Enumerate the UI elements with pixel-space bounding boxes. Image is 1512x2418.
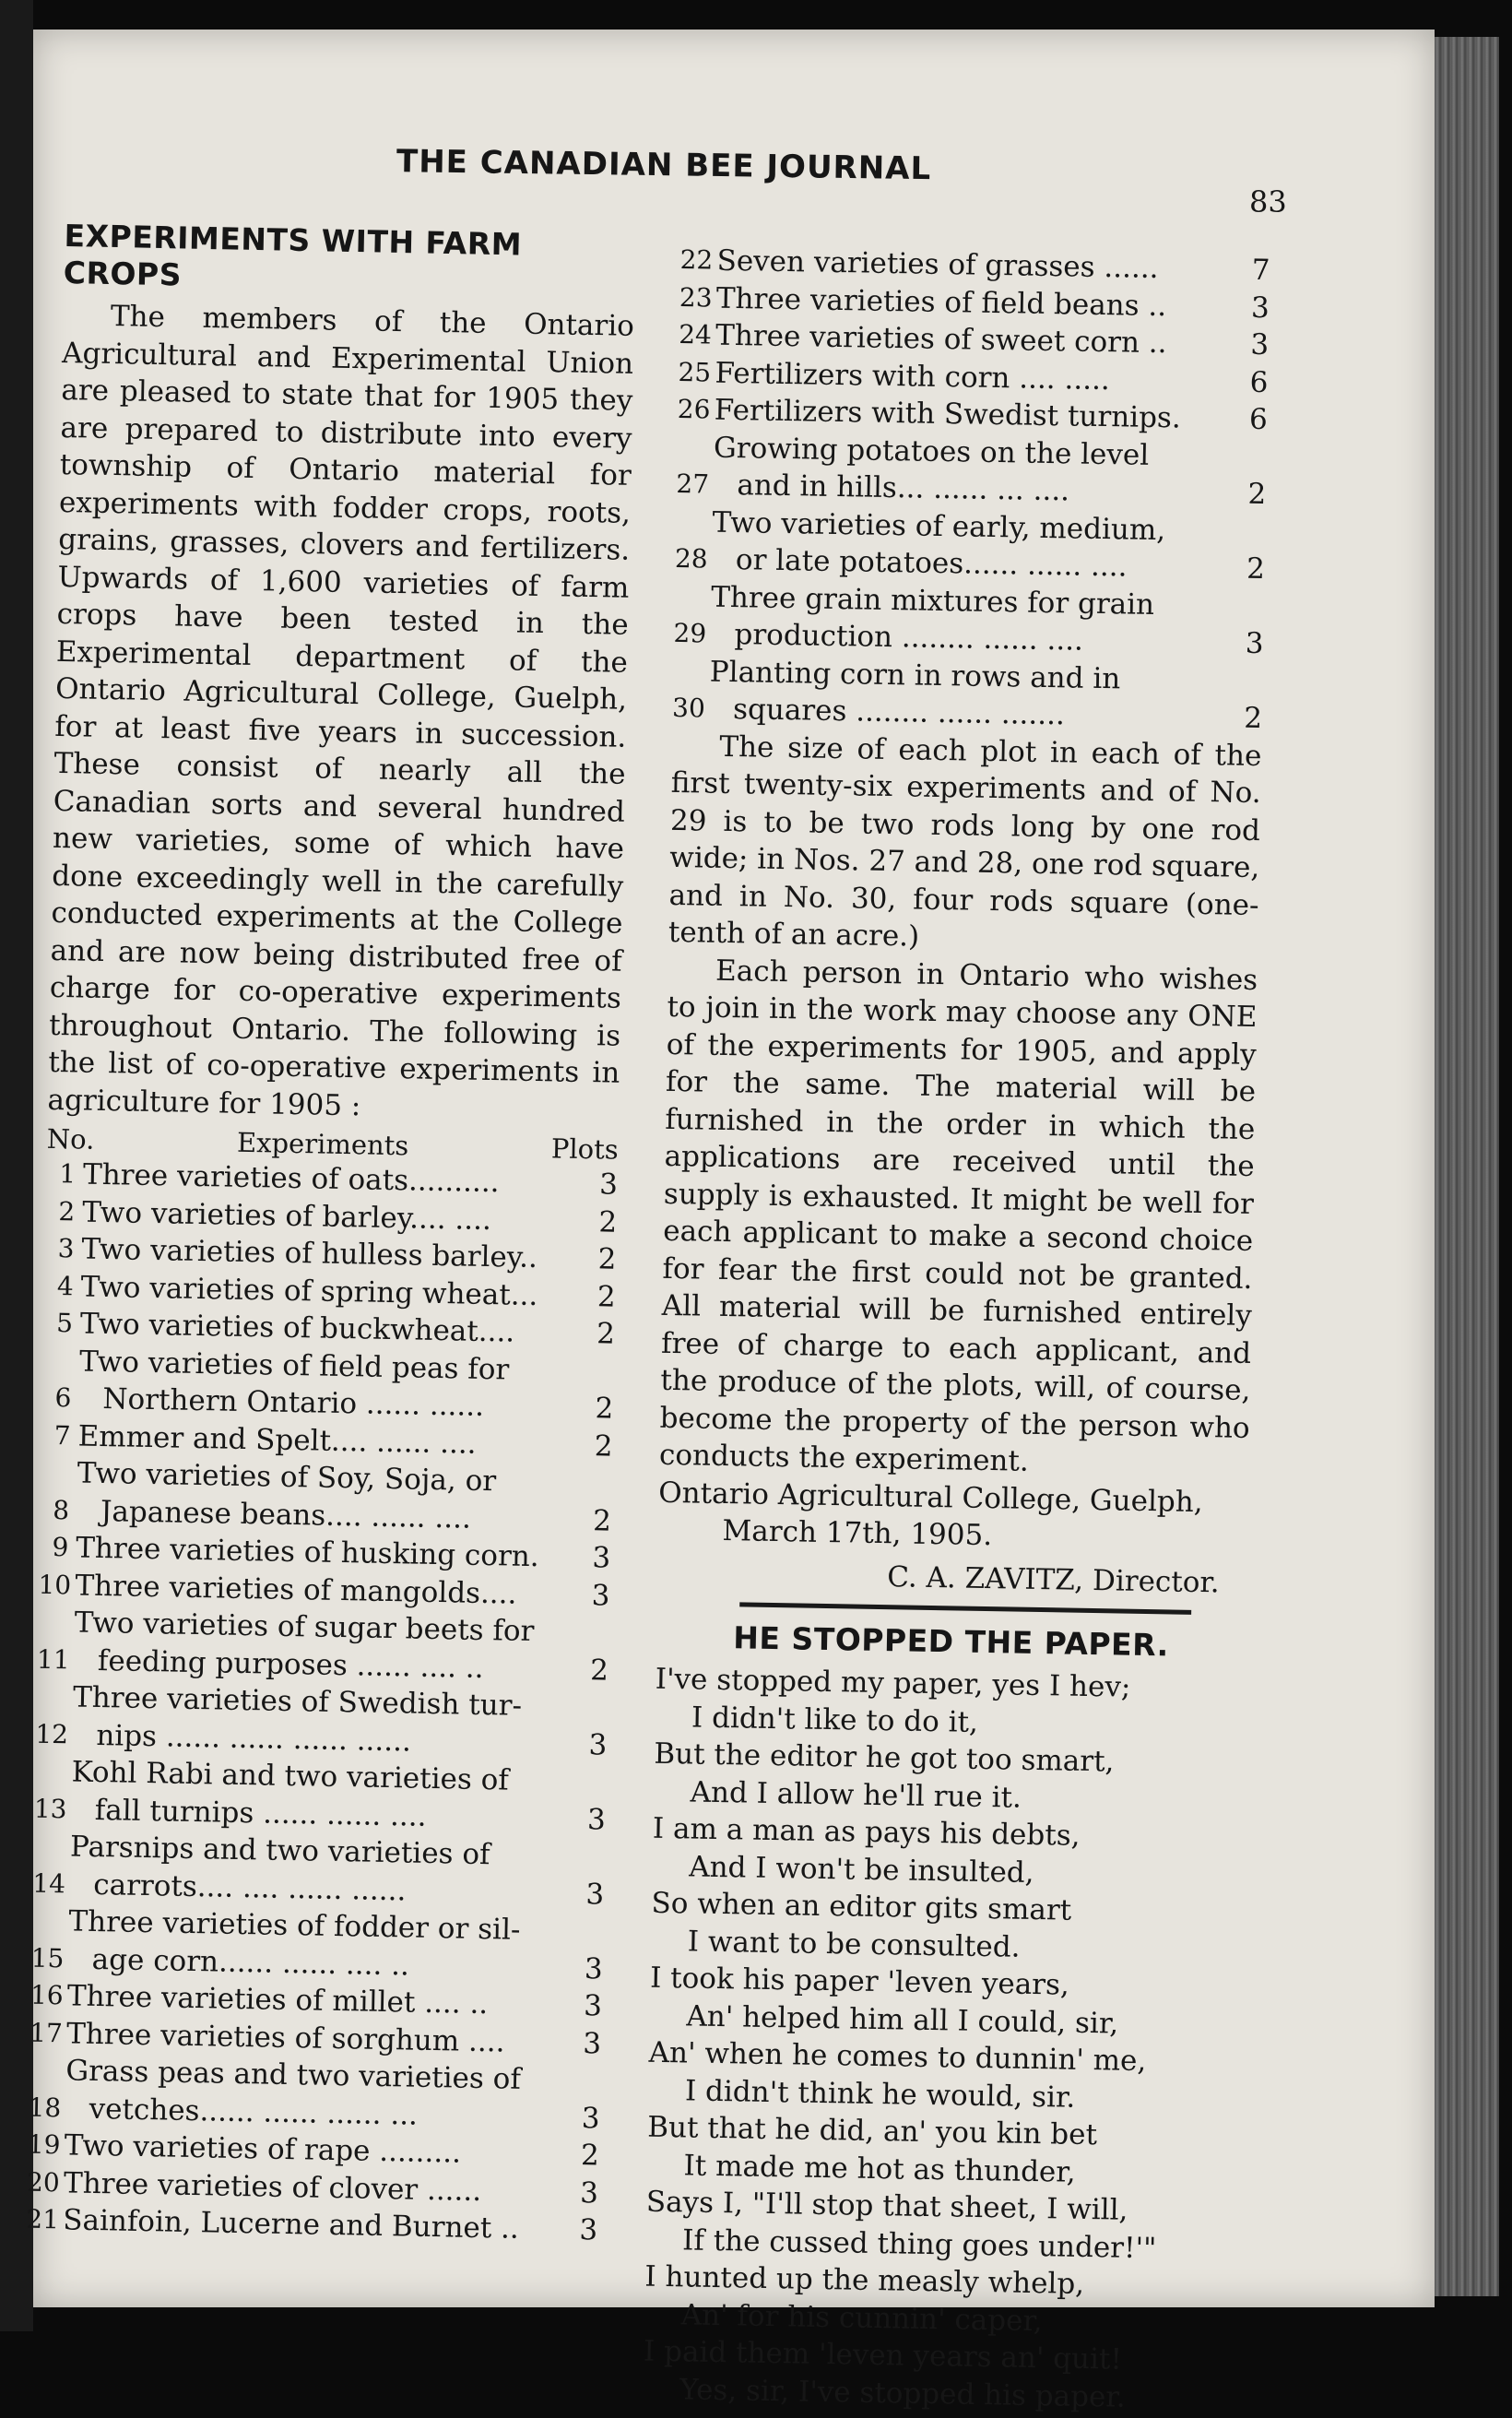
right-column xyxy=(643,242,1270,2418)
experiment-name: Two varieties of buckwheat.... xyxy=(79,1307,515,1349)
poem-title: HE STOPPED THE PAPER. xyxy=(733,1619,1170,1664)
experiment-name: Growing potatoes on the level and in hills... ...... ... .... xyxy=(713,429,1221,513)
experiment-name: Fertilizers with Swedist turnips. xyxy=(714,393,1182,435)
experiment-name: Fertilizers with corn .... ..... xyxy=(715,356,1111,397)
experiment-name: Two varieties of Soy, Soja, or Japanese beans.... ...... .... xyxy=(77,1455,566,1539)
signature-date: March 17th, 1905. xyxy=(722,1514,993,1553)
experiment-name: Two varieties of hulless barley.. xyxy=(81,1232,538,1275)
plot-size-paragraph: The size of each plot in each of the first twenty-six experiments and of No. 29 is to be two rods long by one rod wide; in Nos. 27 and 28, one rod square, and in No. 30, four rods square (one-tenth of an acre.) xyxy=(667,729,1262,954)
poem-line: Yes, sir, I've stopped his paper. xyxy=(679,2372,1126,2414)
experiment-plots: 7 xyxy=(1251,253,1270,288)
experiment-plots: 2 xyxy=(597,1279,616,1314)
poem-line: An' helped him all I could, sir, xyxy=(686,1998,1119,2041)
experiment-name: Two varieties of early, medium, or late potatoes...... ...... .... xyxy=(712,504,1220,587)
experiment-name: Two varieties of rape ......... xyxy=(64,2128,462,2170)
experiment-number: 20 xyxy=(26,2166,61,2198)
experiment-number: 27 xyxy=(676,468,710,500)
poem-line: I've stopped my paper, yes I hev; xyxy=(655,1662,1131,1704)
experiment-name-continued: nips ...... ...... ...... ...... xyxy=(96,1718,412,1759)
experiment-number: 11 xyxy=(36,1643,70,1675)
experiment-number: 28 xyxy=(674,542,708,575)
experiment-name: Three grain mixtures for grain production ........ ...... .... xyxy=(710,578,1218,662)
experiment-row xyxy=(32,1828,605,1914)
experiment-number: 6 xyxy=(54,1382,72,1414)
experiment-name: Three varieties of Swedish tur- nips ...... ...... ...... ...... xyxy=(72,1678,561,1762)
experiment-number: 7 xyxy=(53,1419,71,1451)
experiment-name-continued: and in hills... ...... ... .... xyxy=(737,468,1070,508)
experiment-number: 16 xyxy=(30,1979,64,2011)
poem-line: I hunted up the measly whelp, xyxy=(644,2259,1085,2301)
experiment-name: Three varieties of clover ...... xyxy=(63,2165,482,2208)
experiment-name: Sainfoin, Lucerne and Burnet .. xyxy=(62,2203,520,2246)
application-paragraph: Each person in Ontario who wishes to join in the work may choose any ONE of the experiments for 1905, and apply for the same. The material will be furnished in the order in which the applications are received until the supply is exhausted. It might be well for each applicant to make a second choice for fear the first could not be granted. All material will be furnished entirely free of charge to each applicant, and the produce of the plots, will, of course, become the property of the person who conducts the experiment. xyxy=(658,954,1258,1478)
experiment-name: Two varieties of sugar beets for feeding purposes ...... .... .. xyxy=(74,1604,563,1688)
signature-name: C. A. ZAVITZ, Director. xyxy=(886,1559,1221,1599)
experiment-plots: 2 xyxy=(589,1653,609,1688)
page-number: 83 xyxy=(1249,184,1287,219)
experiment-plots: 2 xyxy=(1247,477,1267,512)
experiment-plots: 3 xyxy=(583,2026,602,2061)
experiment-plots: 2 xyxy=(1244,701,1263,736)
experiment-name-continued: carrots.... .... ...... ...... xyxy=(92,1867,407,1907)
experiments-list-part-2 xyxy=(672,242,1270,738)
article-title: EXPERIMENTS WITH FARM CROPS xyxy=(63,218,523,293)
experiment-row xyxy=(30,1902,603,1988)
experiment-number: 19 xyxy=(27,2128,61,2161)
experiment-row xyxy=(37,1604,609,1689)
poem-line: I am a man as pays his debts, xyxy=(652,1811,1081,1853)
experiment-number: 8 xyxy=(52,1494,70,1525)
experiment-name: Seven varieties of grasses ...... xyxy=(716,243,1159,286)
experiment-plots: 3 xyxy=(1250,290,1270,325)
experiment-row xyxy=(676,428,1267,513)
poem-line: So when an editor gits smart xyxy=(651,1886,1072,1927)
experiment-number: 25 xyxy=(678,356,712,388)
experiment-name-continued: Northern Ontario ...... ...... xyxy=(102,1382,485,1423)
experiment-name: Two varieties of barley.... .... xyxy=(81,1195,492,1237)
experiment-plots: 2 xyxy=(598,1204,618,1239)
adjacent-page-edge xyxy=(0,0,33,2331)
experiment-name-continued: age corn...... ...... .... .. xyxy=(91,1942,410,1983)
experiment-plots: 2 xyxy=(592,1503,612,1538)
poem-line: An' when he comes to dunnin' me, xyxy=(648,2035,1147,2079)
experiment-plots: 3 xyxy=(591,1578,610,1613)
experiment-name: Three varieties of sorghum .... xyxy=(65,2016,505,2059)
header-experiments: Experiments xyxy=(236,1126,409,1162)
poem-line: Says I, "I'll stop that sheet, I will, xyxy=(645,2185,1128,2227)
poem-line: I took his paper 'leven years, xyxy=(649,1961,1070,2002)
experiment-number: 29 xyxy=(673,617,707,649)
section-divider xyxy=(739,1602,1191,1615)
poem-line: But the editor he got too smart, xyxy=(654,1736,1115,1779)
poem-line: An' for his cunnin' caper, xyxy=(680,2297,1044,2338)
experiment-row xyxy=(33,1753,606,1839)
experiment-number: 24 xyxy=(678,318,713,350)
experiment-name: Kohl Rabi and two varieties of fall turnips ...... ...... .... xyxy=(70,1753,560,1837)
experiment-name-continued: Japanese beans.... ...... .... xyxy=(100,1494,472,1535)
experiment-name: Three varieties of field beans .. xyxy=(715,281,1167,323)
experiment-number: 30 xyxy=(671,692,706,724)
poem-line: I want to be consulted. xyxy=(687,1924,1021,1964)
experiment-name: Three varieties of husking corn. xyxy=(75,1531,539,1574)
experiment-name: Three varieties of oats.......... xyxy=(82,1157,500,1200)
experiment-plots: 3 xyxy=(598,1168,619,1202)
experiment-number: 3 xyxy=(57,1233,75,1264)
left-column xyxy=(26,218,636,2249)
experiment-row xyxy=(28,2052,600,2138)
experiment-name: Grass peas and two varieties of vetches...... ...... ...... ... xyxy=(65,2052,554,2136)
experiment-plots: 3 xyxy=(585,1877,605,1912)
poem-line: And I allow he'll rue it. xyxy=(690,1774,1022,1815)
poem-line: But that he did, an' you kin bet xyxy=(646,2110,1098,2152)
experiment-number: 10 xyxy=(38,1569,72,1600)
experiments-list-part-1 xyxy=(26,1156,618,2249)
experiment-number: 15 xyxy=(30,1942,65,1974)
experiment-number: 4 xyxy=(56,1270,75,1301)
experiment-number: 13 xyxy=(33,1793,67,1824)
article-intro: The members of the Ontario Agricultural and Experimental Union are pleased to state that for 1905 they are prepared to distribute into every township of Ontario material for experiments with fodder crops, roots, grains, grasses, clovers and fertilizers. Upwards of 1,600 varieties of farm crops have been tested in the Experimental department of the Ontario Agricultural College, Guelph, for at least five years in succession. These consist of nearly all the Canadian sorts and several hundred new varieties, some of which have done exceedingly well in the carefully conducted experiments at the College and are now being distributed free of charge for co-operative experiments throughout Ontario. The following is the list of co-operative experiments in agriculture for 1905 : xyxy=(47,299,635,1122)
experiment-name: Emmer and Spelt.... ...... .... xyxy=(77,1419,477,1461)
experiment-plots: 3 xyxy=(1245,626,1264,661)
experiment-name-continued: or late potatoes...... ...... .... xyxy=(735,543,1128,584)
experiment-name-continued: fall turnips ...... ...... .... xyxy=(94,1793,427,1833)
experiment-row xyxy=(672,652,1263,737)
experiment-plots: 2 xyxy=(595,1392,614,1426)
experiment-plots: 3 xyxy=(584,1951,603,1986)
experiment-plots: 3 xyxy=(1250,327,1270,362)
experiment-number: 12 xyxy=(35,1718,69,1749)
experiment-row xyxy=(675,503,1266,587)
experiment-number: 2 xyxy=(58,1195,76,1227)
experiment-plots: 2 xyxy=(1246,551,1266,587)
poem-line: It made me hot as thunder, xyxy=(683,2148,1076,2189)
header-no: No. xyxy=(46,1122,95,1156)
experiment-number: 1 xyxy=(58,1158,77,1190)
experiment-name: Three varieties of sweet corn .. xyxy=(715,318,1167,361)
poem-line: And I won't be insulted, xyxy=(688,1849,1034,1890)
experiment-name: Two varieties of field peas for Northern Ontario ...... ...... xyxy=(78,1343,568,1427)
experiment-name: Planting corn in rows and in squares ........ ...... ....... xyxy=(709,653,1217,737)
experiment-row xyxy=(41,1342,614,1428)
experiment-name-continued: squares ........ ...... ....... xyxy=(732,693,1066,732)
poem-line: If the cussed thing goes under!'" xyxy=(681,2222,1157,2265)
experiment-plots: 6 xyxy=(1248,402,1269,437)
experiment-number: 18 xyxy=(28,2092,62,2123)
experiment-plots: 2 xyxy=(596,1317,616,1351)
experiment-name: Parsnips and two varieties of carrots.... .... ...... ...... xyxy=(69,1828,559,1912)
experiment-plots: 2 xyxy=(594,1428,613,1464)
experiment-plots: 6 xyxy=(1249,365,1269,399)
experiment-name: Three varieties of fodder or sil- age corn...... ...... .... .. xyxy=(67,1902,557,1986)
experiment-plots: 2 xyxy=(580,2139,600,2173)
poem-body xyxy=(643,1661,1246,2418)
poem-line: I paid them 'leven years an' quit! xyxy=(643,2334,1123,2377)
experiment-number: 5 xyxy=(55,1308,74,1339)
experiment-plots: 3 xyxy=(588,1727,608,1762)
signature-place: Ontario Agricultural College, Guelph, xyxy=(658,1476,1203,1519)
experiment-row xyxy=(673,577,1264,662)
experiment-plots: 3 xyxy=(581,2101,600,2136)
book-page-stack xyxy=(1435,37,1499,2296)
experiment-name-continued: vetches...... ...... ...... ... xyxy=(89,2092,419,2132)
experiment-plots: 3 xyxy=(579,2213,598,2247)
header-plots: Plots xyxy=(550,1132,620,1166)
experiment-number: 17 xyxy=(29,2017,64,2048)
experiment-plots: 2 xyxy=(597,1242,617,1276)
running-title: THE CANADIAN BEE JOURNAL xyxy=(396,143,932,188)
experiment-name: Three varieties of mangolds.... xyxy=(75,1568,517,1611)
experiment-plots: 3 xyxy=(583,1989,603,2023)
experiment-name: Three varieties of millet .... .. xyxy=(66,1979,489,2021)
experiment-number: 22 xyxy=(679,243,714,276)
experiment-name-continued: production ........ ...... .... xyxy=(734,618,1084,658)
experiment-row xyxy=(35,1678,608,1764)
experiment-number: 14 xyxy=(32,1867,66,1899)
experiment-row xyxy=(40,1454,612,1540)
experiment-plots: 3 xyxy=(592,1541,611,1575)
poem-line: I didn't like to do it, xyxy=(691,1700,979,1739)
experiment-name: Two varieties of spring wheat... xyxy=(80,1270,538,1312)
experiment-plots: 3 xyxy=(579,2175,599,2211)
experiment-number: 9 xyxy=(52,1532,69,1563)
experiment-number: 21 xyxy=(26,2203,60,2235)
experiment-number: 26 xyxy=(677,393,711,425)
experiment-name-continued: feeding purposes ...... .... .. xyxy=(97,1643,484,1685)
experiment-number: 23 xyxy=(679,281,713,314)
experiment-plots: 3 xyxy=(586,1802,607,1837)
poem-line: I didn't think he would, sir. xyxy=(684,2073,1076,2115)
